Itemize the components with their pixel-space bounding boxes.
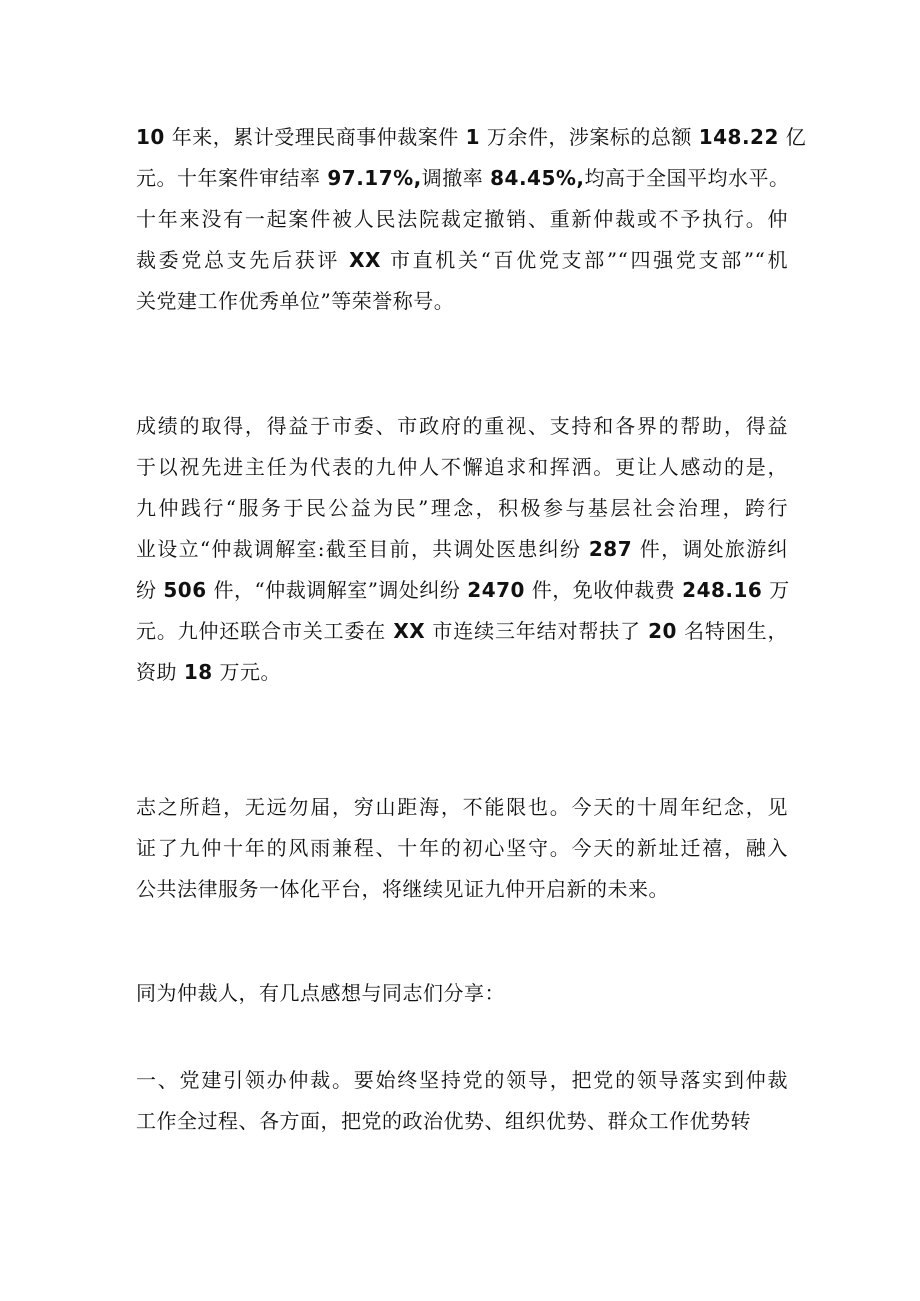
text-line: [136, 611, 788, 652]
text-segment: 同为仲裁人，有几点感想与同志们分享：: [136, 981, 505, 1005]
bold-figure: XX: [393, 619, 426, 643]
text-segment: 成绩的取得，得益于市委、市政府的重视、支持和各界的帮助，得益: [136, 414, 788, 438]
text-segment: 公共法律服务一体化平台，将继续见证九仲开启新的未来。: [136, 877, 669, 901]
text-line: [136, 281, 788, 322]
text-segment: 纷: [136, 578, 164, 602]
text-segment: 调撤率: [421, 166, 491, 190]
text-segment: 裁委党总支先后获评: [136, 248, 350, 272]
text-line: [136, 488, 788, 529]
text-segment: 十年来没有一起案件被人民法院裁定撤销、重新仲裁或不予执行。仲: [136, 207, 788, 231]
text-line: [136, 529, 788, 570]
bold-figure: 18: [183, 660, 213, 684]
text-line: [136, 199, 788, 240]
bold-figure: 10: [136, 125, 165, 149]
text-segment: 资助: [136, 660, 184, 684]
text-segment: 关党建工作优秀单位”等荣誉称号。: [136, 289, 455, 313]
text-line: [136, 828, 788, 869]
text-segment: 元。九仲还联合市关工委在: [136, 619, 394, 643]
text-segment: 万元。: [212, 660, 282, 684]
paragraph: [136, 973, 788, 1014]
text-line: [136, 787, 788, 828]
bold-figure: 84.45%,: [490, 166, 585, 190]
paragraph: [136, 117, 807, 322]
text-segment: 于以祝先进主任为代表的九仲人不懈追求和挥洒。更让人感动的是，: [136, 455, 788, 479]
text-segment: 九仲践行“服务于民公益为民”理念，积极参与基层社会治理，跨行: [136, 496, 788, 520]
text-segment: 市连续三年结对帮扶了: [425, 619, 649, 643]
text-segment: 万: [762, 578, 790, 602]
text-line: [136, 406, 788, 447]
text-line: [136, 158, 788, 199]
bold-figure: XX: [349, 248, 381, 272]
text-segment: 市直机关“百优党支部”“四强党支部”“机: [380, 248, 788, 272]
text-line: [136, 117, 807, 158]
text-segment: 亿: [778, 125, 807, 149]
text-line: [136, 1060, 788, 1101]
bold-figure: 506: [163, 578, 207, 602]
text-segment: 一、党建引领办仲裁。要始终坚持党的领导，把党的领导落实到仲裁: [136, 1068, 788, 1092]
text-line: [136, 1101, 788, 1142]
text-segment: 件，调处旅游纠: [632, 537, 788, 561]
text-line: [136, 240, 788, 281]
text-segment: 工作全过程、各方面，把党的政治优势、组织优势、群众工作优势转: [136, 1109, 751, 1133]
paragraph: [136, 1060, 788, 1142]
text-segment: 元。十年案件审结率: [136, 166, 328, 190]
paragraph: [136, 406, 788, 693]
text-segment: 业设立“仲裁调解室:截至目前，共调处医患纠纷: [136, 537, 589, 561]
bold-figure: 97.17%,: [327, 166, 422, 190]
text-segment: 证了九仲十年的风雨兼程、十年的初心坚守。今天的新址迁禧，融入: [136, 836, 788, 860]
text-line: [136, 973, 788, 1014]
text-segment: 件，免收仲裁费: [524, 578, 683, 602]
bold-figure: 2470: [467, 578, 525, 602]
text-segment: 万余件，涉案标的总额: [479, 125, 699, 149]
bold-figure: 287: [588, 537, 633, 561]
paragraph: [136, 787, 788, 910]
bold-figure: 248.16: [682, 578, 763, 602]
text-segment: 均高于全国平均水平。: [584, 166, 790, 190]
text-line: [136, 447, 788, 488]
text-segment: 志之所趋，无远勿届，穷山距海，不能限也。今天的十周年纪念，见: [136, 795, 788, 819]
text-line: [136, 652, 788, 693]
bold-figure: 1: [465, 125, 480, 149]
text-segment: 名特困生，: [676, 619, 789, 643]
text-segment: 件，“仲裁调解室”调处纠纷: [206, 578, 468, 602]
text-line: [136, 570, 788, 611]
bold-figure: 20: [648, 619, 677, 643]
bold-figure: 148.22: [698, 125, 779, 149]
text-line: [136, 869, 788, 910]
text-segment: 年来，累计受理民商事仲裁案件: [164, 125, 466, 149]
